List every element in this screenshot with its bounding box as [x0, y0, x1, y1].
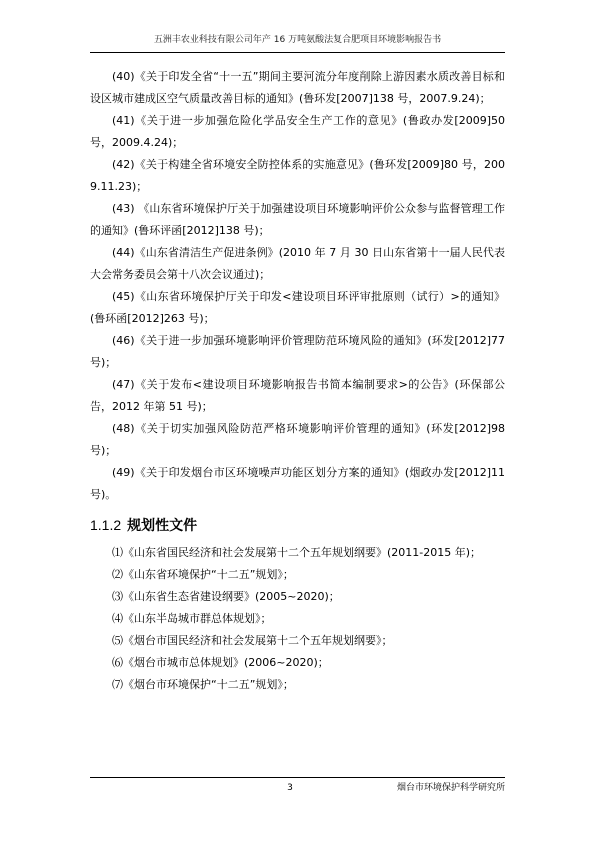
plan-item: ⑴《山东省国民经济和社会发展第十二个五年规划纲要》(2011-2015 年)； [112, 546, 482, 559]
regulation-item: (48)《关于切实加强风险防范严格环境影响评价管理的通知》(环发[2012]98号)； [90, 422, 505, 457]
regulation-item: (43) 《山东省环境保护厅关于加强建设项目环境影响评价公众参与监督管理工作的通知》(鲁环评函[2012]138 号)； [90, 202, 505, 237]
section-number: 1.1.2 [90, 517, 122, 533]
document-header: 五洲丰农业科技有限公司年产 16 万吨氨酸法复合肥项目环境影响报告书 [153, 35, 442, 45]
regulation-item: (49)《关于印发烟台市区环境噪声功能区划分方案的通知》(烟政办发[2012]11 号)。 [90, 466, 505, 501]
regulation-item: (44)《山东省清洁生产促进条例》(2010 年 7 月 30 日山东省第十一届人民代表大会常务委员会第十八次会议通过)； [90, 246, 505, 281]
regulation-item: (47)《关于发布<建设项目环境影响报告书简本编制要求>的公告》(环保部公告，2012 年第 51 号)； [90, 378, 505, 413]
regulation-item: (42)《关于构建全省环境安全防控体系的实施意见》(鲁环发[2009]80 号，2009.11.23)； [90, 158, 505, 193]
regulation-item: (45)《山东省环境保护厅关于印发<建设项目环评审批原则（试行）>的通知》(鲁环函[2012]263 号)； [90, 290, 505, 325]
plan-item: ⑶《山东省生态省建设纲要》(2005~2020)； [112, 590, 340, 603]
document-body [90, 66, 505, 696]
plan-item: ⑵《山东省环境保护“十二五”规划》； [112, 568, 294, 581]
plan-item: ⑷《山东半岛城市群总体规划》； [112, 612, 272, 625]
regulation-item: (40)《关于印发全省“十一五”期间主要河流分年度削除上游因素水质改善目标和设区城市建成区空气质量改善目标的通知》(鲁环发[2007]138 号，2007.9.24)； [90, 70, 505, 105]
plan-item: ⑸《烟台市国民经济和社会发展第十二个五年规划纲要》； [112, 634, 393, 647]
page-number: 3 [287, 783, 293, 793]
section-heading [90, 512, 505, 538]
regulation-item: (46)《关于进一步加强环境影响评价管理防范环境风险的通知》(环发[2012]77 号)； [90, 334, 505, 369]
footer-organization: 烟台市环境保护科学研究所 [396, 783, 505, 793]
header-divider [90, 52, 505, 53]
section-title: 规划性文件 [127, 517, 198, 533]
footer-divider [90, 777, 505, 778]
plan-item: ⑹《烟台市城市总体规划》(2006~2020)； [112, 656, 329, 669]
plan-item: ⑺《烟台市环境保护“十二五”规划》； [112, 678, 294, 691]
regulation-item: (41)《关于进一步加强危险化学品安全生产工作的意见》(鲁政办发[2009]50号，2009.4.24)； [90, 114, 505, 149]
